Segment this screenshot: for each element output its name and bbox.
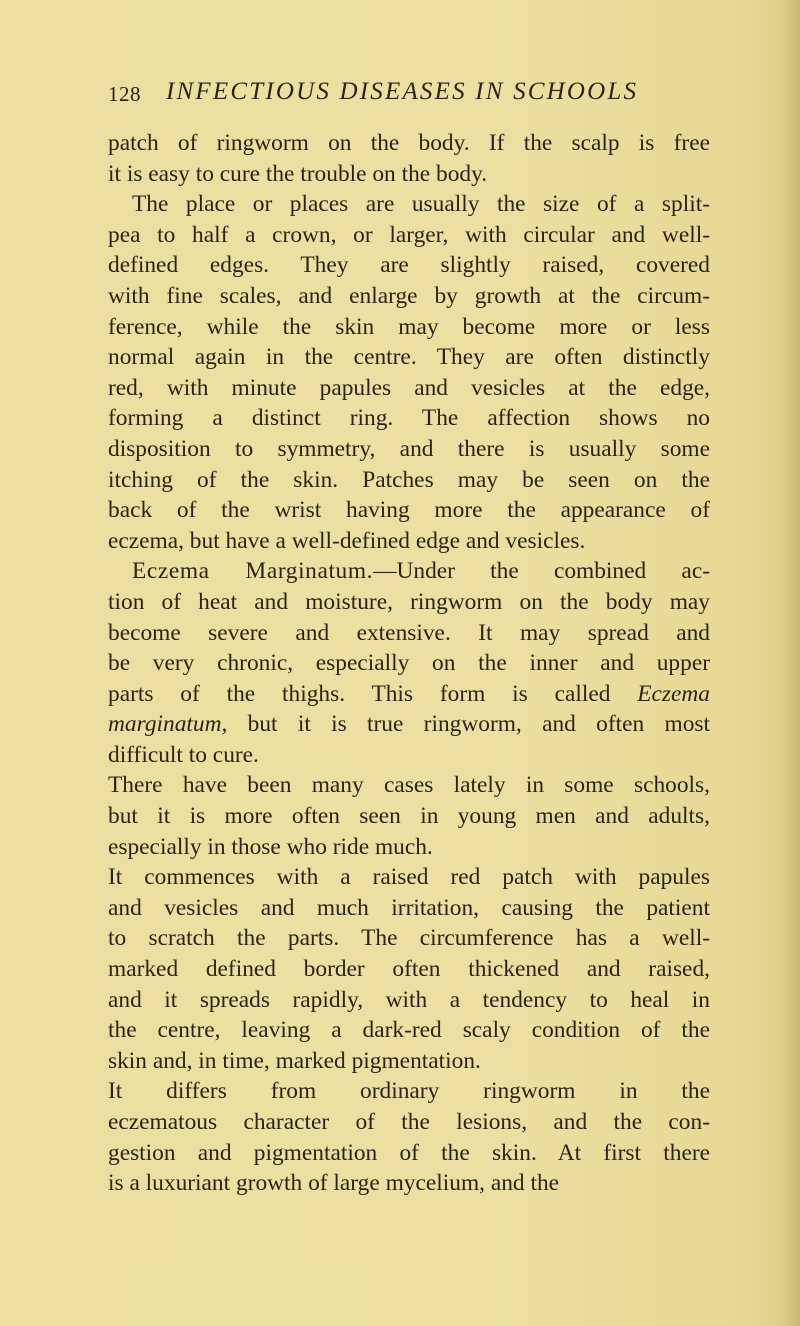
page-number: 128 — [108, 82, 141, 106]
text-line: disposition to symmetry, and there is usually some — [108, 435, 710, 462]
text-line: itching of the skin. Patches may be seen on the — [108, 466, 710, 493]
text-line: it is easy to cure the trouble on the body. — [108, 160, 488, 187]
text-fragment: but it is true ringworm, and often most — [227, 711, 710, 738]
page-edge-shadow — [782, 0, 800, 1326]
body-text — [108, 128, 710, 1199]
text-line: but it is more often seen in young men and adults, — [108, 803, 710, 830]
text-line: defined edges. They are slightly raised, covered — [108, 252, 710, 279]
running-title: INFECTIOUS DISEASES IN SCHOOLS — [166, 78, 639, 105]
text-line: normal again in the centre. They are often distinctly — [108, 344, 710, 371]
text-line: pea to half a crown, or larger, with circular and well- — [108, 221, 710, 248]
text-line: and it spreads rapidly, with a tendency to heal in — [108, 986, 710, 1013]
section-heading: Eczema Marginatum. — [132, 558, 374, 585]
text-line: with fine scales, and enlarge by growth at the circum- — [108, 282, 710, 309]
text-line: eczematous character of the lesions, and the con- — [108, 1109, 710, 1135]
text-line: red, with minute papules and vesicles at the edge, — [108, 374, 710, 401]
text-fragment: parts of the thighs. This form is called — [108, 680, 638, 707]
text-line: skin and, in time, marked pigmentation. — [108, 1047, 481, 1074]
text-line: forming a distinct ring. The affection shows no — [108, 405, 710, 432]
text-line — [108, 556, 710, 587]
text-line: especially in those who ride much. — [108, 833, 433, 860]
text-line: be very chronic, especially on the inner and upper — [108, 650, 710, 677]
text-line: back of the wrist having more the appearance of — [108, 497, 710, 524]
text-line: marked defined border often thickened and raised, — [108, 956, 710, 983]
text-line — [108, 709, 710, 740]
text-fragment: —Under the combined ac- — [373, 558, 710, 585]
text-line: gestion and pigmentation of the skin. At first there — [108, 1139, 710, 1166]
text-line: difficult to cure. — [108, 741, 259, 768]
text-line: patch of ringworm on the body. If the scalp is free — [108, 130, 710, 156]
text-line: to scratch the parts. The circumference has a well- — [108, 925, 710, 952]
italic-term: marginatum, — [108, 711, 228, 738]
text-line: eczema, but have a well-defined edge and vesicles. — [108, 527, 586, 554]
text-line: The place or places are usually the size of a split- — [132, 191, 710, 218]
text-line: ference, while the skin may become more or less — [108, 313, 710, 340]
text-line: It commences with a raised red patch with papules — [108, 864, 710, 891]
text-line: the centre, leaving a dark-red scaly condition of the — [108, 1017, 710, 1044]
text-line: and vesicles and much irritation, causing the patient — [108, 894, 710, 921]
text-line: is a luxuriant growth of large mycelium, and the — [108, 1170, 560, 1197]
text-line: There have been many cases lately in some schools, — [108, 772, 710, 799]
text-line — [108, 679, 710, 710]
text-line: tion of heat and moisture, ringworm on the body may — [108, 588, 710, 615]
text-line: It differs from ordinary ringworm in the — [108, 1078, 710, 1105]
text-line: become severe and extensive. It may spread and — [108, 619, 710, 646]
page-header — [108, 78, 668, 122]
italic-term: Eczema — [637, 680, 710, 707]
